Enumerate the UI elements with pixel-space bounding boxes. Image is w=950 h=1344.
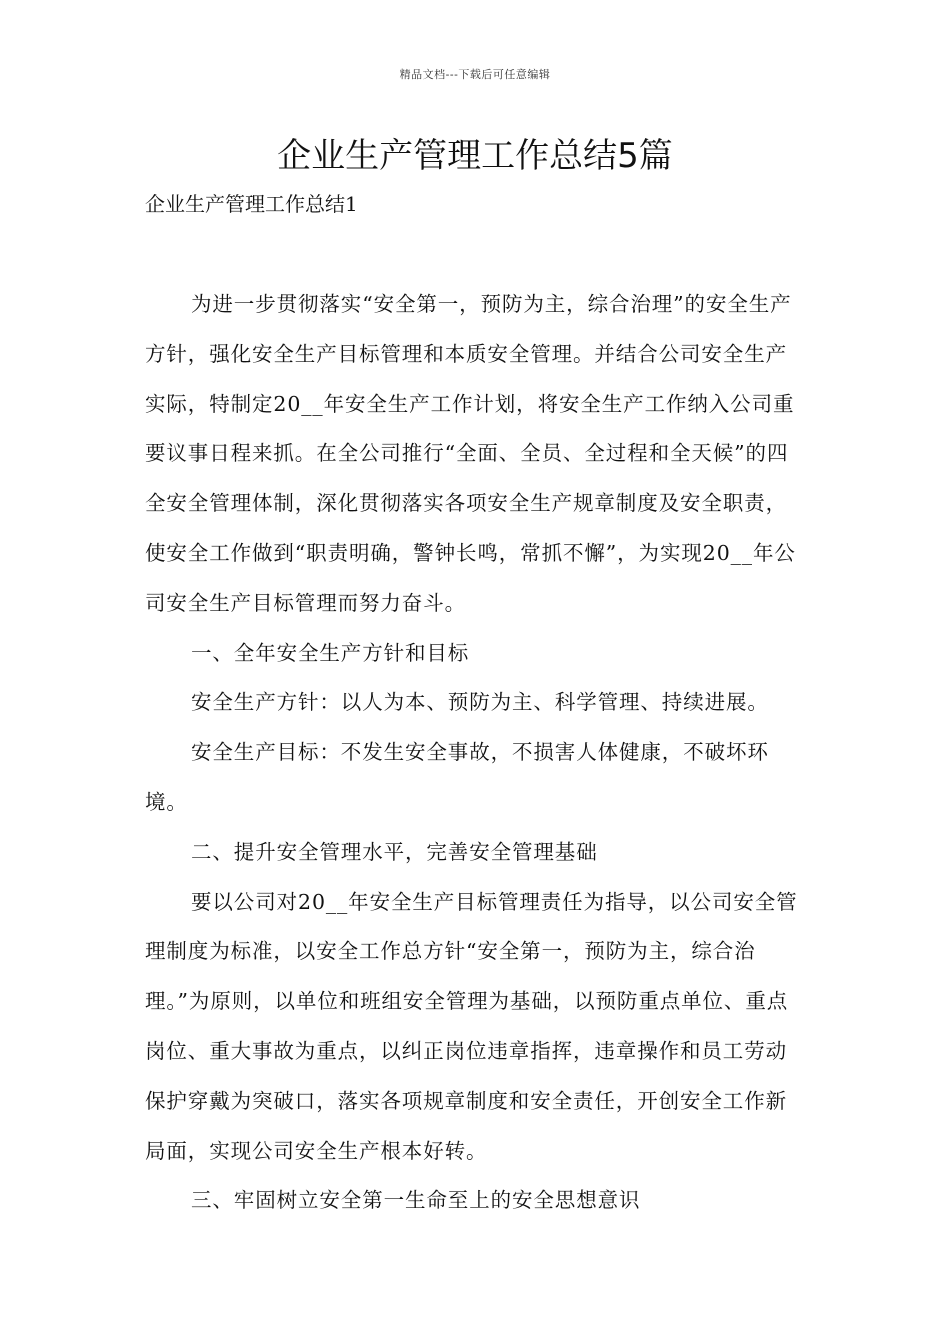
- document-subtitle: 企业生产管理工作总结1: [145, 192, 358, 216]
- header-note: 精品文档---下载后可任意编辑: [399, 68, 551, 81]
- section-heading-1: 一、全年安全生产方针和目标: [191, 640, 470, 665]
- paragraph-goal: 安全生产目标：不发生安全事故，不损害人体健康，不破坏环境。: [145, 740, 769, 814]
- document-title: 企业生产管理工作总结5篇: [277, 136, 673, 176]
- paragraph-intro: 为进一步贯彻落实“安全第一，预防为主，综合治理”的安全生产方针，强化安全生产目标管理和本质安全管理。并结合公司安全生产实际，特制定20__年安全生产工作计划，将安全生产工作纳入公司重要议事日程来抓。在全公司推行“全面、全员、全过程和全天候”的四全安全管理体制，深化贯彻落实各项安全生产规章制度及安全职责，使安全工作做到“职责明确，警钟长鸣，常抓不懈”，为实现20__年公司安全生产目标管理而努力奋斗。: [145, 292, 796, 615]
- section-heading-3: 三、牢固树立安全第一生命至上的安全思想意识: [191, 1188, 641, 1213]
- document-body: [145, 280, 807, 1226]
- section-heading-2: 二、提升安全管理水平，完善安全管理基础: [191, 839, 598, 864]
- paragraph-management: 要以公司对20__年安全生产目标管理责任为指导，以公司安全管理制度为标准，以安全工作总方针“安全第一，预防为主，综合治理。”为原则，以单位和班组安全管理为基础，以预防重点单位、重点岗位、重大事故为重点，以纠正岗位违章指挥，违章操作和员工劳动保护穿戴为突破口，落实各项规章制度和安全责任，开创安全工作新局面，实现公司安全生产根本好转。: [145, 889, 798, 1163]
- paragraph-policy: 安全生产方针：以人为本、预防为主、科学管理、持续进展。: [191, 690, 769, 715]
